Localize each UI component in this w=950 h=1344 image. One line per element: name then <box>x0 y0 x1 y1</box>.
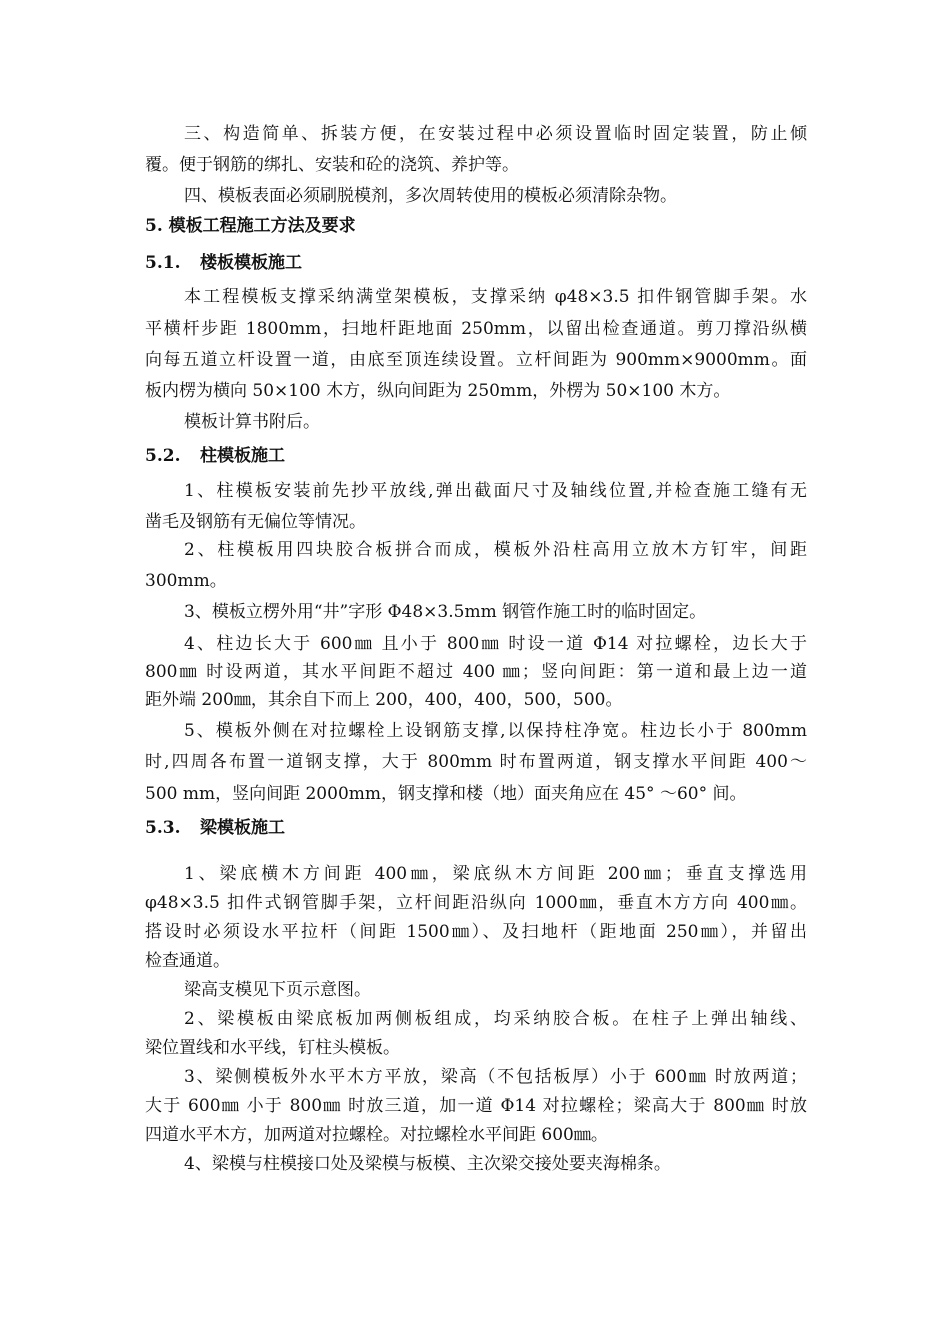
section-5-2-item-4-line-3: 距外端 200㎜，其余自下而上 200，400，400，500，500。 <box>145 690 623 710</box>
section-5-2-item-1-line-2: 凿毛及钢筋有无偏位等情况。 <box>145 512 366 532</box>
para-3-line-2: 覆。便于钢筋的绑扎、安装和砼的浇筑、养护等。 <box>145 155 519 175</box>
section-5-3-item-1-line-3: 搭设时必须设水平拉杆（间距 1500㎜）、及扫地杆（距地面 250㎜），并留出 <box>145 922 807 942</box>
section-5-3-item-1-line-2: φ48×3.5 扣件式钢管脚手架，立杆间距沿纵向 1000㎜，垂直木方方向 400㎜。 <box>145 893 807 913</box>
section-5-3-item-4-line-1: 4、梁模与柱模接口处及梁模与板模、主次梁交接处要夹海棉条。 <box>184 1154 671 1174</box>
para-3-line-1: 三、构造简单、拆装方便，在安装过程中必须设置临时固定装置，防止倾 <box>184 124 807 144</box>
section-5-1-line-3: 向每五道立杆设置一道，由底至顶连续设置。立杆间距为 900mm×9000mm。面 <box>145 350 807 370</box>
section-5-2-item-5-line-2: 时,四周各布置一道钢支撑，大于 800mm 时布置两道，钢支撑水平间距 400～ <box>145 752 807 772</box>
section-5-2-item-5-line-3: 500 mm，竖向间距 2000mm，钢支撑和楼（地）面夹角应在 45° ～60° 间。 <box>145 784 747 804</box>
para-4-line-1: 四、模板表面必须刷脱模剂，多次周转使用的模板必须清除杂物。 <box>184 186 677 206</box>
section-5-2-item-2-line-1: 2、柱模板用四块胶合板拼合而成，模板外沿柱高用立放木方钉牢，间距 <box>184 540 807 560</box>
section-5-2-heading <box>145 446 285 466</box>
section-5-3-item-3-line-3: 四道水平木方，加两道对拉螺栓。对拉螺栓水平间距 600㎜。 <box>145 1125 608 1145</box>
section-5-3-item-2-line-1: 2、梁模板由梁底板加两侧板组成，均采纳胶合板。在柱子上弹出轴线、 <box>184 1009 807 1029</box>
section-5-3-heading <box>145 818 285 838</box>
section-5-3-item-3-line-2: 大于 600㎜ 小于 800㎜ 时放三道，加一道 Φ14 对拉螺栓；梁高大于 800㎜ 时放 <box>145 1096 807 1116</box>
section-5-2-number: 5.2. <box>145 446 181 466</box>
section-5-1-heading <box>145 253 302 273</box>
section-5-3-item-3-line-1: 3、梁侧模板外水平木方平放，梁高（不包括板厚）小于 600㎜ 时放两道； <box>184 1067 807 1087</box>
section-5-3-item-2-line-2: 梁位置线和水平线，钉柱头模板。 <box>145 1038 400 1058</box>
section-5-1-note: 模板计算书附后。 <box>184 412 320 432</box>
section-5-2-title: 柱模板施工 <box>200 446 285 466</box>
section-5-1-number: 5.1. <box>145 253 181 273</box>
section-5-2-item-5-line-1: 5、模板外侧在对拉螺栓上设钢筋支撑,以保持柱净宽。柱边长小于 800mm <box>184 721 807 741</box>
section-5-1-line-2: 平横杆步距 1800mm，扫地杆距地面 250mm，以留出检查通道。剪刀撑沿纵横 <box>145 319 807 339</box>
section-5-1-line-1: 本工程模板支撑采纳满堂架模板，支撑采纳 φ48×3.5 扣件钢管脚手架。水 <box>184 287 807 307</box>
section-5-2-item-2-line-2: 300mm。 <box>145 571 227 591</box>
section-5-2-item-4-line-1: 4、柱边长大于 600㎜ 且小于 800㎜ 时设一道 Φ14 对拉螺栓，边长大于 <box>184 634 807 654</box>
section-5-2-item-3-line-1: 3、模板立楞外用“井”字形 Φ48×3.5mm 钢管作施工时的临时固定。 <box>184 602 707 622</box>
section-5-3-title: 梁模板施工 <box>200 818 285 838</box>
section-5-3-number: 5.3. <box>145 818 181 838</box>
section-5-heading: 5. 模板工程施工方法及要求 <box>145 216 356 236</box>
section-5-1-title: 楼板模板施工 <box>200 253 302 273</box>
section-5-3-item-1-line-4: 检查通道。 <box>145 951 230 971</box>
section-5-2-item-4-line-2: 800㎜ 时设两道，其水平间距不超过 400 ㎜；竖向间距：第一道和最上边一道 <box>145 662 807 682</box>
section-5-1-line-4: 板内楞为横向 50×100 木方，纵向间距为 250mm，外楞为 50×100 木方。 <box>145 381 731 401</box>
section-5-3-item-1-line-1: 1、梁底横木方间距 400㎜，梁底纵木方间距 200㎜；垂直支撑选用 <box>184 864 807 884</box>
section-5-2-item-1-line-1: 1、柱模板安装前先抄平放线,弹出截面尺寸及轴线位置,并检查施工缝有无 <box>184 481 807 501</box>
section-5-3-note: 梁高支模见下页示意图。 <box>184 980 371 1000</box>
